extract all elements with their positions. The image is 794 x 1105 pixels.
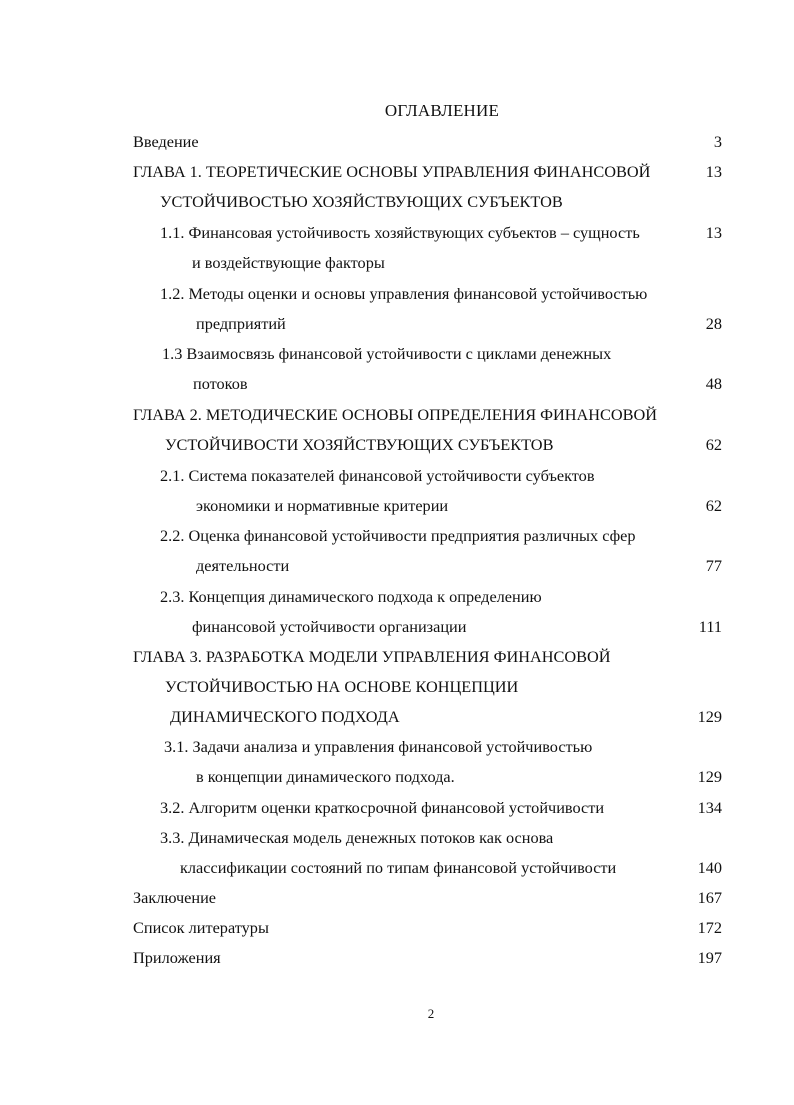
toc-page-chapter-1: 13 xyxy=(705,162,722,181)
toc-chapter-1-line-1: ГЛАВА 1. ТЕОРЕТИЧЕСКИЕ ОСНОВЫ УПРАВЛЕНИЯ ФИНАНСОВОЙ xyxy=(133,162,651,181)
toc-section-1-1-line-1: 1.1. Финансовая устойчивость хозяйствующих субъектов – сущность xyxy=(160,223,640,242)
toc-section-1-2-line-1: 1.2. Методы оценки и основы управления финансовой устойчивостью xyxy=(160,284,648,303)
toc-chapter-3-line-3: ДИНАМИЧЕСКОГО ПОДХОДА xyxy=(170,707,400,726)
toc-entry-bibliography: Список литературы xyxy=(133,918,269,937)
toc-entry-conclusion: Заключение xyxy=(133,888,217,907)
toc-page-chapter-2: 62 xyxy=(705,435,722,454)
toc-section-3-2-line-1: 3.2. Алгоритм оценки краткосрочной финансовой устойчивости xyxy=(160,798,605,817)
toc-section-2-2-line-1: 2.2. Оценка финансовой устойчивости предприятия различных сфер xyxy=(160,526,636,545)
toc-page-section-2-3: 111 xyxy=(698,617,722,636)
toc-section-3-3-line-2: классификации состояний по типам финансовой устойчивости xyxy=(180,858,617,877)
toc-page-section-3-2: 134 xyxy=(697,798,722,817)
toc-chapter-3-line-1: ГЛАВА 3. РАЗРАБОТКА МОДЕЛИ УПРАВЛЕНИЯ ФИНАНСОВОЙ xyxy=(133,647,611,666)
toc-section-1-3-line-2: потоков xyxy=(193,374,248,393)
toc-page-section-1-3: 48 xyxy=(705,374,722,393)
toc-page-section-3-3: 140 xyxy=(697,858,722,877)
toc-page-chapter-3: 129 xyxy=(697,707,722,726)
toc-page-appendices: 197 xyxy=(697,948,722,967)
toc-title: ОГЛАВЛЕНИЕ xyxy=(384,101,500,120)
toc-section-3-3-line-1: 3.3. Динамическая модель денежных потоков как основа xyxy=(160,828,554,847)
toc-entry-intro: Введение xyxy=(133,132,199,151)
toc-section-3-1-line-1: 3.1. Задачи анализа и управления финансовой устойчивостью xyxy=(164,737,593,756)
toc-section-3-1-line-2: в концепции динамического подхода. xyxy=(196,767,455,786)
toc-chapter-2-line-1: ГЛАВА 2. МЕТОДИЧЕСКИЕ ОСНОВЫ ОПРЕДЕЛЕНИЯ ФИНАНСОВОЙ xyxy=(133,405,658,424)
toc-page-section-2-2: 77 xyxy=(705,556,722,575)
toc-page-section-3-1: 129 xyxy=(697,767,722,786)
toc-page-intro: 3 xyxy=(713,132,722,151)
toc-page-bibliography: 172 xyxy=(697,918,722,937)
toc-section-2-1-line-2: экономики и нормативные критерии xyxy=(196,496,449,515)
toc-page-conclusion: 167 xyxy=(697,888,722,907)
toc-page-section-1-1: 13 xyxy=(705,223,722,242)
toc-section-2-3-line-2: финансовой устойчивости организации xyxy=(192,617,467,636)
toc-chapter-2-line-2: УСТОЙЧИВОСТИ ХОЗЯЙСТВУЮЩИХ СУБЪЕКТОВ xyxy=(165,435,554,454)
toc-section-1-2-line-2: предприятий xyxy=(196,314,286,333)
toc-chapter-1-line-2: УСТОЙЧИВОСТЬЮ ХОЗЯЙСТВУЮЩИХ СУБЪЕКТОВ xyxy=(160,192,563,211)
toc-section-1-3-line-1: 1.3 Взаимосвязь финансовой устойчивости с циклами денежных xyxy=(162,344,612,363)
toc-section-2-2-line-2: деятельности xyxy=(196,556,290,575)
toc-entry-appendices: Приложения xyxy=(133,948,221,967)
page-number: 2 xyxy=(427,1006,435,1021)
toc-page-section-2-1: 62 xyxy=(705,496,722,515)
toc-section-1-1-line-2: и воздействующие факторы xyxy=(192,253,385,272)
toc-section-2-3-line-1: 2.3. Концепция динамического подхода к определению xyxy=(160,587,542,606)
toc-chapter-3-line-2: УСТОЙЧИВОСТЬЮ НА ОСНОВЕ КОНЦЕПЦИИ xyxy=(165,677,519,696)
toc-page-section-1-2: 28 xyxy=(705,314,722,333)
toc-section-2-1-line-1: 2.1. Система показателей финансовой устойчивости субъектов xyxy=(160,466,595,485)
